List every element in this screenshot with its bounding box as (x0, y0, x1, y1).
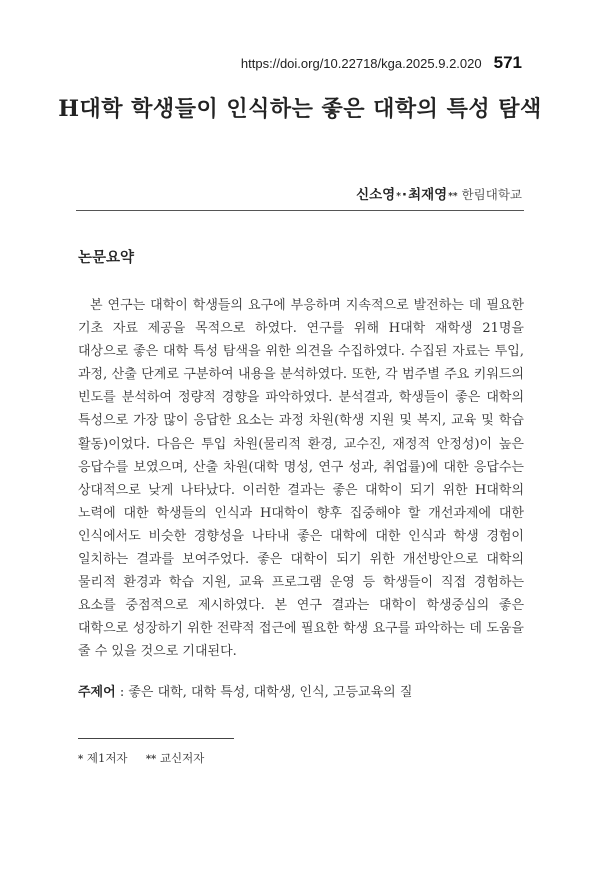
header-rule (76, 210, 524, 211)
paper-title: H대학 학생들이 인식하는 좋은 대학의 특성 탐색 (58, 96, 542, 122)
doi-link[interactable]: https://doi.org/10.22718/kga.2025.9.2.020 (240, 56, 482, 71)
page-header (241, 53, 522, 73)
first-author: 신소영 (356, 187, 396, 203)
footnote-mark-first: * (78, 754, 84, 765)
keywords-list: 좋은 대학, 대학 특성, 대학생, 인식, 고등교육의 질 (128, 685, 413, 700)
author-separator: · (401, 187, 408, 203)
keywords-label: 주제어 (78, 685, 116, 700)
footnote-mark-corresponding: ** (145, 754, 157, 765)
author-line (356, 183, 522, 203)
footnote (78, 750, 204, 766)
keywords-line (78, 681, 524, 700)
footnote-rule (78, 738, 234, 739)
footnote-corresponding-author: 교신저자 (159, 751, 205, 765)
second-author: 최재영 (408, 187, 448, 203)
affiliation: 한림대학교 (461, 187, 522, 202)
keywords-separator: : (115, 685, 129, 700)
second-author-mark: ** (448, 192, 458, 202)
page-number: 571 (493, 53, 522, 72)
abstract-body: 본 연구는 대학이 학생들의 요구에 부응하며 지속적으로 발전하는 데 필요한 기초 자료 제공을 목적으로 하였다. 연구를 위해 H대학 재학생 21명을 대상으로 좋은 대학 특성 탐색을 위한 의견을 수집하였다. 수집된 자료는 투입, 과정, 산출 단계로 구분하여 내용을 분석하였다. 또한, 각 범주별 주요 키워드의 빈도를 분석하여 정량적 경향을 파악하였다. 분석결과, 학생들이 좋은 대학의 특성으로 가장 많이 응답한 요소는 과정 차원(학생 지원 및 복지, 교육 및 학습 활동)이었다. 다음은 투입 차원(물리적 환경, 교수진, 재정적 안정성)이 높은 응답수를 보였으며, 산출 차원(대학 명성, 연구 성과, 취업률)에 대한 응답수는 상대적으로 낮게 나타났다. 이러한 결과는 좋은 대학이 되기 위한 H대학의 노력에 대한 학생들의 인식과 H대학이 향후 집중해야 할 개선과제에 대한 인식에서도 비슷한 경향성을 나타내 좋은 대학에 대한 인식과 학생 경험이 일치하는 결과를 보여주었다. 좋은 대학이 되기 위한 개선방안으로 대학의 물리적 환경과 학습 지원, 교육 프로그램 운영 등 학생들이 직접 경험하는 요소를 중점적으로 제시하였다. 본 연구 결과는 대학이 학생중심의 좋은 대학으로 성장하기 위한 전략적 접근에 필요한 학생 요구를 파악하는 데 도움을 줄 수 있을 것으로 기대된다. (78, 298, 524, 660)
abstract-heading: 논문요약 (78, 250, 135, 266)
footnote-first-author: 제1저자 (86, 751, 128, 765)
first-author-mark: * (396, 192, 401, 202)
